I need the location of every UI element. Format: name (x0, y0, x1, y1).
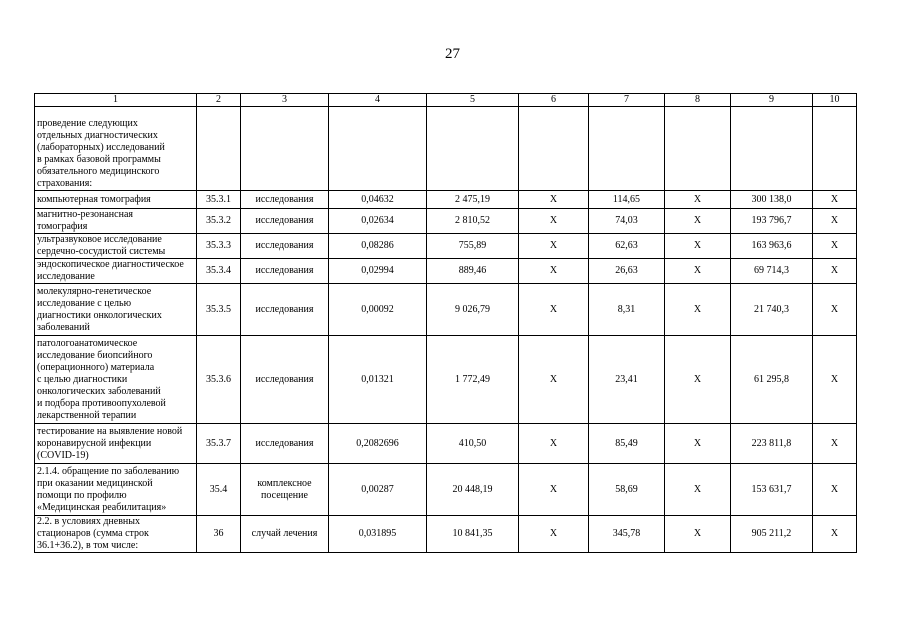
row-name-line: (операционного) материала (37, 361, 155, 373)
column-header: 9 (731, 94, 813, 107)
row-name-line: эндоскопическое диагностическое (37, 259, 184, 270)
table-row (35, 259, 857, 284)
row-unit-cell: исследования (241, 209, 329, 234)
row-name-line: 2.2. в условиях дневных (37, 516, 140, 527)
value-cell: Х (519, 336, 589, 424)
value-cell: 410,50 (427, 424, 519, 464)
value-cell: Х (813, 516, 857, 553)
row-code-cell: 35.4 (197, 464, 241, 516)
column-header: 1 (35, 94, 197, 107)
table-row (35, 284, 857, 336)
row-name-cell (35, 259, 197, 284)
row-name-line: 2.1.4. обращение по заболеванию (37, 465, 180, 477)
value-cell: Х (813, 259, 857, 284)
row-name-line: исследование (37, 271, 95, 282)
value-cell: Х (665, 209, 731, 234)
row-name-line: стационаров (сумма строк (37, 528, 149, 539)
row-name-line: при оказании медицинской (37, 477, 153, 489)
row-name-line: исследование с целью (37, 297, 132, 309)
row-name-line: (COVID-19) (37, 449, 89, 461)
row-name-line: магнитно-резонансная (37, 209, 133, 220)
value-cell: Х (813, 234, 857, 259)
value-cell: Х (519, 259, 589, 284)
row-name-line: в рамках базовой программы (37, 154, 161, 165)
value-cell: 9 026,79 (427, 284, 519, 336)
column-header: 7 (589, 94, 665, 107)
value-cell: Х (813, 209, 857, 234)
table-row (35, 424, 857, 464)
value-cell: 0,00092 (329, 284, 427, 336)
value-cell: Х (665, 259, 731, 284)
row-name-line: помощи по профилю (37, 489, 127, 501)
row-unit-cell: исследования (241, 424, 329, 464)
row-name-line: (лабораторных) исследований (37, 142, 165, 153)
value-cell: 0,00287 (329, 464, 427, 516)
value-cell: Х (665, 516, 731, 553)
value-cell: 0,2082696 (329, 424, 427, 464)
value-cell: 0,04632 (329, 191, 427, 209)
row-name-line: компьютерная томография (37, 193, 151, 205)
row-unit-cell: комплексное посещение (241, 464, 329, 516)
value-cell: Х (813, 336, 857, 424)
value-cell: Х (665, 234, 731, 259)
value-cell: Х (519, 424, 589, 464)
row-code-cell: 35.3.2 (197, 209, 241, 234)
row-name-cell (35, 516, 197, 553)
value-cell: 61 295,8 (731, 336, 813, 424)
header-row (35, 94, 857, 107)
table-row (35, 107, 857, 191)
row-name-cell (35, 424, 197, 464)
value-cell: 300 138,0 (731, 191, 813, 209)
value-cell: 153 631,7 (731, 464, 813, 516)
value-cell: 23,41 (589, 336, 665, 424)
value-cell: Х (519, 234, 589, 259)
value-cell: 69 714,3 (731, 259, 813, 284)
row-name-line: обязательного медицинского (37, 166, 160, 177)
row-name-line: сердечно-сосудистой системы (37, 246, 166, 257)
value-cell: Х (813, 424, 857, 464)
value-cell: 20 448,19 (427, 464, 519, 516)
value-cell: Х (665, 464, 731, 516)
value-cell: 0,031895 (329, 516, 427, 553)
row-code-cell: 36 (197, 516, 241, 553)
value-cell: 2 810,52 (427, 209, 519, 234)
value-cell: 1 772,49 (427, 336, 519, 424)
value-cell: 8,31 (589, 284, 665, 336)
value-cell: Х (813, 191, 857, 209)
row-name-line: отдельных диагностических (37, 130, 158, 141)
row-unit-cell (241, 107, 329, 191)
row-name-cell (35, 191, 197, 209)
row-code-cell: 35.3.7 (197, 424, 241, 464)
value-cell: Х (665, 424, 731, 464)
value-cell: 223 811,8 (731, 424, 813, 464)
value-cell: 0,01321 (329, 336, 427, 424)
row-name-line: исследование биопсийного (37, 349, 153, 361)
table-row (35, 234, 857, 259)
row-name-cell (35, 107, 197, 191)
row-name-cell (35, 209, 197, 234)
column-header: 6 (519, 94, 589, 107)
row-name-line: онкологических заболеваний (37, 385, 161, 397)
column-header: 8 (665, 94, 731, 107)
table-row (35, 336, 857, 424)
value-cell: Х (519, 284, 589, 336)
row-code-cell: 35.3.3 (197, 234, 241, 259)
row-unit-cell: исследования (241, 259, 329, 284)
row-unit-cell: исследования (241, 191, 329, 209)
row-code-cell: 35.3.6 (197, 336, 241, 424)
row-name-line: томография (37, 221, 88, 232)
column-header: 4 (329, 94, 427, 107)
row-name-line: тестирование на выявление новой (37, 425, 183, 437)
column-header: 3 (241, 94, 329, 107)
value-cell: Х (519, 209, 589, 234)
value-cell: Х (665, 284, 731, 336)
value-cell (427, 107, 519, 191)
value-cell: 0,08286 (329, 234, 427, 259)
value-cell: Х (519, 516, 589, 553)
value-cell (589, 107, 665, 191)
row-name-cell (35, 336, 197, 424)
data-table (34, 93, 857, 553)
row-name-line: лекарственной терапии (37, 409, 137, 421)
row-unit-cell: исследования (241, 284, 329, 336)
value-cell (731, 107, 813, 191)
table-row (35, 191, 857, 209)
row-name-line: и подбора противоопухолевой (37, 397, 166, 409)
row-name-line: 36.1+36.2), в том числе: (37, 540, 139, 551)
value-cell: 2 475,19 (427, 191, 519, 209)
value-cell: 755,89 (427, 234, 519, 259)
value-cell: 21 740,3 (731, 284, 813, 336)
row-code-cell (197, 107, 241, 191)
row-name-cell (35, 234, 197, 259)
value-cell: 26,63 (589, 259, 665, 284)
value-cell: 345,78 (589, 516, 665, 553)
value-cell: 62,63 (589, 234, 665, 259)
value-cell: 85,49 (589, 424, 665, 464)
value-cell: 889,46 (427, 259, 519, 284)
row-code-cell: 35.3.5 (197, 284, 241, 336)
value-cell (329, 107, 427, 191)
row-name-line: ультразвуковое исследование (37, 234, 162, 245)
row-name-line: с целью диагностики (37, 373, 128, 385)
row-name-line: диагностики онкологических (37, 309, 162, 321)
table-row (35, 464, 857, 516)
column-header: 5 (427, 94, 519, 107)
value-cell: 58,69 (589, 464, 665, 516)
value-cell (813, 107, 857, 191)
row-name-line: коронавирусной инфекции (37, 437, 152, 449)
value-cell: 114,65 (589, 191, 665, 209)
value-cell: Х (665, 191, 731, 209)
row-unit-cell: случай лечения (241, 516, 329, 553)
value-cell (665, 107, 731, 191)
row-code-cell: 35.3.1 (197, 191, 241, 209)
value-cell: 905 211,2 (731, 516, 813, 553)
value-cell: Х (665, 336, 731, 424)
row-unit-cell: исследования (241, 234, 329, 259)
value-cell: 193 796,7 (731, 209, 813, 234)
row-name-line: «Медицинская реабилитация» (37, 501, 167, 513)
page-number: 27 (445, 46, 460, 62)
value-cell: 0,02634 (329, 209, 427, 234)
row-name-line: проведение следующих (37, 118, 138, 129)
table-row (35, 516, 857, 553)
value-cell: Х (519, 191, 589, 209)
value-cell: 10 841,35 (427, 516, 519, 553)
value-cell: Х (519, 464, 589, 516)
column-header: 10 (813, 94, 857, 107)
value-cell: 74,03 (589, 209, 665, 234)
row-name-line: заболеваний (37, 321, 90, 333)
row-name-line: страхования: (37, 178, 93, 189)
row-name-cell (35, 464, 197, 516)
table-row (35, 209, 857, 234)
row-unit-cell: исследования (241, 336, 329, 424)
row-name-cell (35, 284, 197, 336)
value-cell: 163 963,6 (731, 234, 813, 259)
value-cell: Х (813, 464, 857, 516)
value-cell: Х (813, 284, 857, 336)
row-code-cell: 35.3.4 (197, 259, 241, 284)
row-name-line: патологоанатомическое (37, 337, 138, 349)
value-cell (519, 107, 589, 191)
column-header: 2 (197, 94, 241, 107)
row-name-line: молекулярно-генетическое (37, 285, 152, 297)
value-cell: 0,02994 (329, 259, 427, 284)
